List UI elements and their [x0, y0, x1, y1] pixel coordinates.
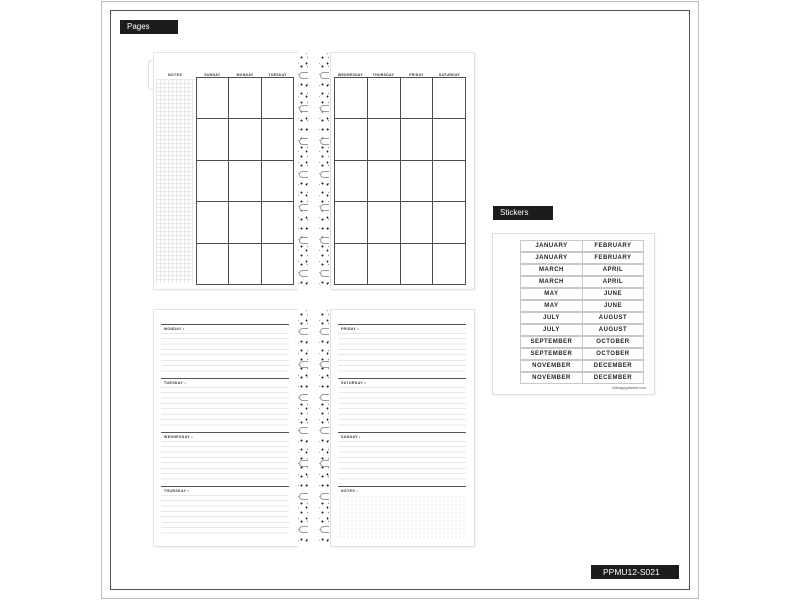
binder-ring [299, 138, 308, 145]
calendar-day-cell [400, 202, 433, 243]
month-sticker: JUNE [582, 300, 644, 312]
calendar-day-cell [197, 78, 229, 119]
writing-lines [338, 441, 466, 484]
month-sticker: APRIL [582, 276, 644, 288]
weekly-left-page [154, 310, 297, 546]
month-sticker: FEBRUARY [582, 252, 644, 264]
calendar-day-cell [433, 119, 466, 160]
weekly-day-section [161, 432, 289, 486]
month-sticker: DECEMBER [582, 372, 644, 384]
binder-ring [299, 237, 308, 244]
weekly-day-label: SATURDAY • [341, 381, 366, 385]
calendar-week-row [197, 78, 294, 119]
binder-ring [299, 460, 308, 467]
writing-lines [161, 333, 289, 376]
sticker-row [521, 252, 644, 264]
binder-ring [299, 361, 308, 368]
sticker-row [521, 336, 644, 348]
calendar-day-cell [400, 160, 433, 201]
weekly-day-section [161, 324, 289, 378]
month-sticker: JANUARY [520, 240, 582, 252]
day-header: THURSDAY [372, 73, 395, 77]
binder-ring [320, 105, 329, 112]
binder-ring [320, 394, 329, 401]
binder-ring [299, 204, 308, 211]
day-header: TUESDAY [268, 73, 287, 77]
day-header: SATURDAY [438, 73, 461, 77]
month-sticker: OCTOBER [582, 336, 644, 348]
binder-ring [320, 171, 329, 178]
month-sticker: SEPTEMBER [520, 348, 582, 360]
calendar-day-cell [335, 202, 368, 243]
calendar-day-cell [261, 202, 293, 243]
calendar-week-row [197, 202, 294, 243]
calendar-day-cell [229, 243, 261, 284]
monthly-right-page [331, 53, 474, 289]
calendar-day-cell [335, 243, 368, 284]
weekly-right-page [331, 310, 474, 546]
month-sticker: DECEMBER [582, 360, 644, 372]
sticker-row [521, 324, 644, 336]
binder-ring [320, 328, 329, 335]
writing-lines [161, 441, 289, 484]
month-sticker: MARCH [520, 264, 582, 276]
stickers-label: Stickers [493, 206, 553, 220]
binder-ring [320, 427, 329, 434]
calendar-day-cell [367, 119, 400, 160]
month-sticker: AUGUST [582, 312, 644, 324]
calendar-day-cell [229, 202, 261, 243]
binder-ring [320, 526, 329, 533]
month-sticker: MARCH [520, 276, 582, 288]
weekly-day-label: NOTES • [341, 489, 359, 493]
weekly-day-section [338, 378, 466, 432]
month-sticker: FEBRUARY [582, 240, 644, 252]
month-sticker: MAY [520, 288, 582, 300]
weekly-day-label: THURSDAY • [164, 489, 190, 493]
calendar-day-cell [261, 243, 293, 284]
month-sticker: OCTOBER [582, 348, 644, 360]
sticker-row [521, 240, 644, 252]
sticker-row [521, 348, 644, 360]
monthly-left-grid [196, 77, 294, 285]
month-sticker: NOVEMBER [520, 360, 582, 372]
sticker-row [521, 300, 644, 312]
sticker-row [521, 372, 644, 384]
day-header: WEDNESDAY [337, 73, 364, 77]
calendar-day-cell [400, 78, 433, 119]
calendar-week-row [335, 202, 466, 243]
month-sticker: JUNE [582, 288, 644, 300]
calendar-week-row [197, 119, 294, 160]
weekly-day-label: WEDNESDAY • [164, 435, 193, 439]
writing-lines [338, 333, 466, 376]
sticker-row [521, 312, 644, 324]
weekly-day-section [338, 432, 466, 486]
binder-ring [299, 394, 308, 401]
writing-lines [161, 495, 289, 538]
binder-ring [299, 526, 308, 533]
calendar-day-cell [367, 243, 400, 284]
binder-ring [320, 138, 329, 145]
weekly-day-section [338, 486, 466, 540]
sticker-row [521, 288, 644, 300]
binder-ring [320, 493, 329, 500]
sticker-row [521, 360, 644, 372]
calendar-day-cell [367, 78, 400, 119]
notes-dot-grid [338, 495, 466, 538]
calendar-day-cell [197, 160, 229, 201]
calendar-week-row [197, 243, 294, 284]
calendar-day-cell [261, 119, 293, 160]
binder-ring [299, 427, 308, 434]
sticker-row [521, 264, 644, 276]
binder-ring [299, 270, 308, 277]
calendar-week-row [335, 160, 466, 201]
weekly-day-label: MONDAY • [164, 327, 185, 331]
pages-label: Pages [120, 20, 178, 34]
calendar-week-row [335, 78, 466, 119]
binder-ring [320, 270, 329, 277]
calendar-day-cell [367, 160, 400, 201]
binder-ring [320, 237, 329, 244]
calendar-day-cell [400, 243, 433, 284]
monthly-notes-grid [156, 79, 194, 283]
month-sticker: JANUARY [520, 252, 582, 264]
calendar-day-cell [367, 202, 400, 243]
binder-ring [299, 105, 308, 112]
calendar-day-cell [335, 160, 368, 201]
weekly-day-label: TUESDAY • [164, 381, 187, 385]
calendar-day-cell [229, 78, 261, 119]
month-sticker: JULY [520, 312, 582, 324]
month-sticker: SEPTEMBER [520, 336, 582, 348]
sticker-grid [521, 240, 644, 384]
calendar-day-cell [335, 119, 368, 160]
site-note: thehappyplanner.com [612, 386, 646, 390]
calendar-day-cell [261, 78, 293, 119]
sku-label: PPMU12-S021 [591, 565, 679, 579]
calendar-day-cell [433, 243, 466, 284]
day-header: MONDAY [236, 73, 254, 77]
weekly-day-section [161, 378, 289, 432]
month-sticker: NOVEMBER [520, 372, 582, 384]
binder-ring [299, 493, 308, 500]
calendar-day-cell [400, 119, 433, 160]
calendar-week-row [197, 160, 294, 201]
month-sticker: APRIL [582, 264, 644, 276]
month-sticker: JULY [520, 324, 582, 336]
binder-ring [299, 328, 308, 335]
calendar-day-cell [197, 202, 229, 243]
binder-ring [320, 72, 329, 79]
calendar-day-cell [261, 160, 293, 201]
binder-ring [320, 460, 329, 467]
sticker-sheet [493, 234, 654, 394]
monthly-left-page [154, 53, 297, 289]
monthly-right-grid [334, 77, 466, 285]
calendar-day-cell [229, 119, 261, 160]
calendar-week-row [335, 243, 466, 284]
calendar-day-cell [335, 78, 368, 119]
binder-ring [320, 361, 329, 368]
month-sticker: AUGUST [582, 324, 644, 336]
calendar-day-cell [433, 202, 466, 243]
day-header: FRIDAY [409, 73, 424, 77]
calendar-day-cell [229, 160, 261, 201]
weekly-day-section [338, 324, 466, 378]
month-sticker: MAY [520, 300, 582, 312]
binder-ring [299, 171, 308, 178]
calendar-day-cell [433, 78, 466, 119]
weekly-day-section [161, 486, 289, 540]
sticker-row [521, 276, 644, 288]
calendar-day-cell [197, 243, 229, 284]
weekly-day-label: FRIDAY • [341, 327, 360, 331]
writing-lines [338, 387, 466, 430]
calendar-day-cell [197, 119, 229, 160]
weekly-day-label: SUNDAY • [341, 435, 361, 439]
day-header: SUNDAY [204, 73, 221, 77]
binder-ring [299, 72, 308, 79]
writing-lines [161, 387, 289, 430]
calendar-day-cell [433, 160, 466, 201]
binder-ring [320, 204, 329, 211]
calendar-week-row [335, 119, 466, 160]
monthly-notes-label: NOTES [168, 73, 183, 77]
